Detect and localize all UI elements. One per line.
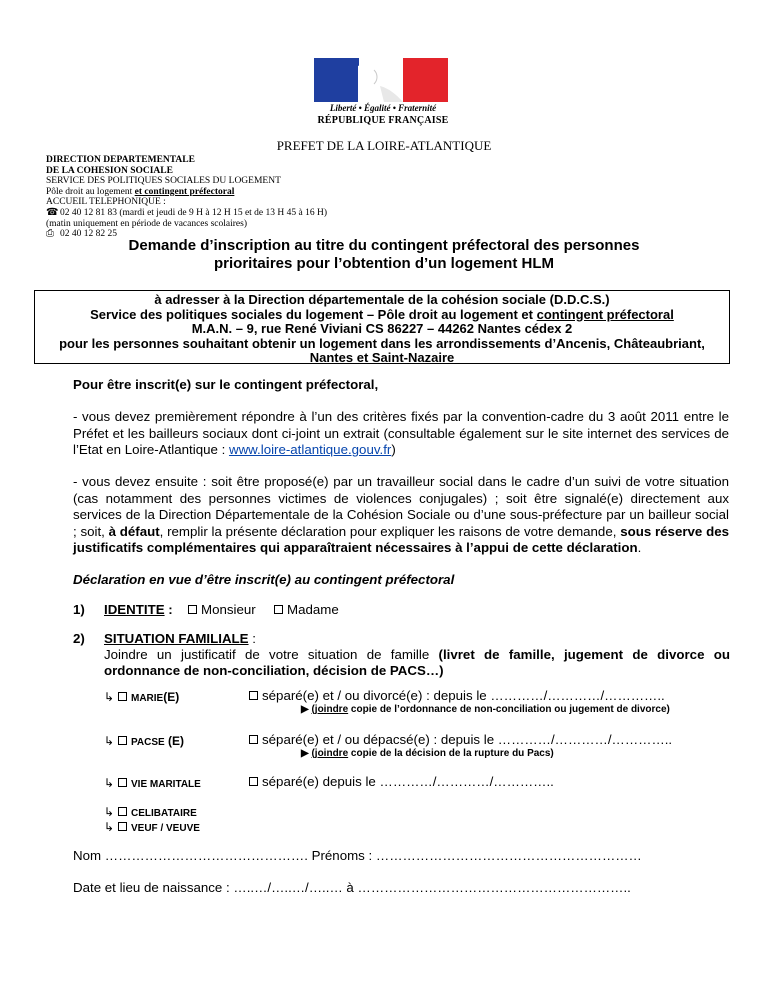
section-1-title: IDENTITE : [104, 602, 173, 617]
arrow-icon: ↳ [104, 776, 115, 790]
option-celibataire[interactable]: ↳ CELIBATAIRE [104, 805, 197, 819]
arrow-icon: ↳ [104, 820, 115, 834]
note-pacs: ▶ (joindre copie de la décision de la rupture du Pacs) [301, 748, 554, 759]
fax-line: ⎙ 02 40 12 82 25 [46, 228, 117, 240]
nom-prenoms-field[interactable]: Nom ………………………………………. Prénoms : …………………………………………………… [73, 848, 642, 863]
service-line-2: DE LA COHESION SOCIALE [46, 165, 173, 176]
phone-line: ☎ 02 40 12 81 83 (mardi et jeudi de 9 H à 12 H 15 et de 13 H 45 à 16 H) [46, 206, 328, 218]
republique-logo [312, 58, 454, 142]
service-line-3: SERVICE DES POLITIQUES SOCIALES DU LOGEMENT [46, 176, 281, 187]
naissance-field[interactable]: Date et lieu de naissance : …..…/…..…/…..… à …………………………………………………….. [73, 880, 631, 895]
option-separe-depacse[interactable]: séparé(e) et / ou dépacsé(e) : depuis le …………/…………/………….. [249, 732, 672, 747]
option-vie-maritale[interactable]: ↳ VIE MARITALE [104, 776, 201, 790]
section-2-title: SITUATION FAMILIALE : [104, 631, 256, 646]
republique-francaise: RÉPUBLIQUE FRANÇAISE [317, 115, 449, 126]
arrow-icon: ↳ [104, 690, 115, 704]
marianne-flag-icon [314, 58, 448, 102]
website-link[interactable]: www.loire-atlantique.gouv.fr [228, 442, 392, 458]
checkbox-icon[interactable] [118, 736, 127, 745]
prefet-heading: PREFET DE LA LOIRE-ATLANTIQUE [276, 138, 492, 153]
option-veuf[interactable]: ↳ VEUF / VEUVE [104, 820, 200, 834]
arrow-icon: ↳ [104, 805, 115, 819]
option-pacse[interactable]: ↳ PACSE (E) [104, 734, 185, 748]
checkbox-icon[interactable] [118, 778, 127, 787]
option-separe[interactable]: séparé(e) depuis le …………/…………/………….. [249, 774, 554, 789]
situation-instructions: Joindre un justificatif de votre situation de famille (livret de famille, jugement de divorce ou ordonnance de non-conciliation, décision de PACS…) [104, 647, 731, 679]
option-marie[interactable]: ↳ MARIE(E) [104, 690, 180, 704]
checkbox-icon[interactable] [188, 605, 197, 614]
checkbox-icon[interactable] [118, 822, 127, 831]
section-2-number: 2) [73, 631, 85, 646]
option-separe-divorce[interactable]: séparé(e) et / ou divorcé(e) : depuis le …………/…………/………….. [249, 688, 665, 703]
arrow-icon: ↳ [104, 734, 115, 748]
checkbox-icon[interactable] [274, 605, 283, 614]
declaration-title: Déclaration en vue d’être inscrit(e) au contingent préfectoral [73, 572, 455, 587]
service-line-5: ACCUEIL TELEPHONIQUE : [46, 197, 166, 208]
section-1-number: 1) [73, 602, 85, 617]
service-line-4: Pôle droit au logement et contingent préfectoral [46, 186, 235, 197]
telephone-icon: ☎ [46, 206, 59, 218]
criteria-paragraph: - vous devez premièrement répondre à l’un des critères fixés par la convention-cadre du 3 août 2011 entre le Préfet et les bailleurs sociaux dont ci-joint un extrait (consultable également sur le site internet des services de l’Etat en Loire-Atlantique : www.loire-atlantique.gouv.fr) [73, 409, 729, 458]
page-title: Demande d’inscription au titre du contingent préfectoral des personnes prioritaires pour l’obtention d’un logement HLM [128, 237, 640, 272]
phone-note: (matin uniquement en période de vacances scolaires) [46, 218, 247, 229]
fax-icon: ⎙ [46, 228, 54, 240]
proposal-paragraph: - vous devez ensuite : soit être proposé(e) par un travailleur social dans le cadre d’un suivi de votre situation (cas notamment des personnes victimes de violences conjugales) ; soit être signalé(e) directement aux services de la Direction Départementale de la Cohésion Sociale ou d’une sous-préfecture par un bailleur social ; soit, à défaut, remplir la présente déclaration pour expliquer les raisons de votre demande, sous réserve des justificatifs complémentaires qui apparaîtraient nécessaires à l’appui de cette déclaration. [73, 474, 729, 556]
address-box: à adresser à la Direction départementale de la cohésion sociale (D.D.C.S.) Service des politiques sociales du logement – Pôle droit au logement et contingent préfectoral M.A.N. – 9, rue René Viviani CS 86227 – 44262 Nantes cédex 2 pour les personnes souhaitant obtenir un logement dans les arrondissements d’Ancenis, Châteaubriant, Nantes et Saint-Nazaire [34, 290, 730, 364]
checkbox-icon[interactable] [118, 692, 127, 701]
service-block [46, 155, 327, 240]
checkbox-madame[interactable]: Madame [274, 602, 339, 617]
service-line-1: DIRECTION DEPARTEMENTALE [46, 155, 195, 165]
motto: Liberté • Égalité • Fraternité [329, 103, 437, 113]
checkbox-icon[interactable] [118, 807, 127, 816]
checkbox-icon[interactable] [249, 735, 258, 744]
checkbox-monsieur[interactable]: Monsieur [188, 602, 256, 617]
checkbox-icon[interactable] [249, 691, 258, 700]
note-divorce: ▶ (joindre copie de l’ordonnance de non-conciliation ou jugement de divorce) [301, 704, 670, 715]
checkbox-icon[interactable] [249, 777, 258, 786]
intro-text: Pour être inscrit(e) sur le contingent préfectoral, [73, 377, 379, 392]
